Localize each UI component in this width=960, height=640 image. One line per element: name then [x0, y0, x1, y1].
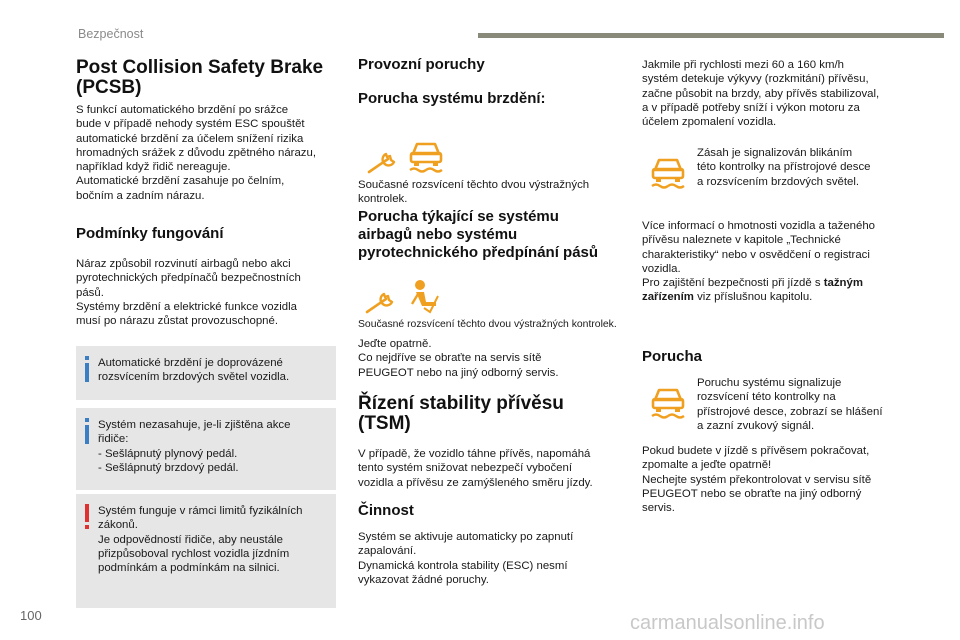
faults-title: Provozní poruchy [358, 56, 485, 73]
airbag-fault-text: Současné rozsvícení těchto dvou výstražných kontrolek. [358, 319, 617, 330]
conditions-text: Náraz způsobil rozvinutí airbagů nebo akci pyrotechnických předpínačů bezpečnostních pásů. Systémy brzdění a elektrické funkce vozidla musí po nárazu zůstat provozuschopné. [76, 258, 301, 328]
airbag-warning-icon [408, 278, 442, 314]
page-number: 100 [20, 608, 42, 623]
esc-warning-icon [650, 382, 686, 420]
watermark: carmanualsonline.info [630, 612, 825, 634]
blink-text: Zásah je signalizován blikáním této kontrolky na přístrojové desce a rozsvícením brzdových světel. [697, 147, 871, 188]
info-box-brake-lights [76, 346, 336, 400]
conditions-title: Podmínky fungování [76, 225, 224, 243]
fault-action-text: Pokud budete v jízdě s přívěsem pokračovat, zpomalte a jeďte opatrně! Nechejte systém překontrolovat v servisu sítě PEUGEOT nebo se obraťte na jiný odborný servis. [642, 445, 872, 515]
operation-text: Systém se aktivuje automaticky po zapnutí zapalování. Dynamická kontrola stability (ESC) nesmí vykazovat žádné poruchy. [358, 531, 574, 586]
header-divider [478, 33, 944, 38]
fault-title: Porucha [642, 348, 703, 365]
service-wrench-icon [364, 282, 400, 318]
service-wrench-icon [366, 142, 402, 178]
pcsb-intro: S funkcí automatického brzdění po srážce bude v případě nehody systém ESC spouštět automatické brzdění za účelem snížení rizika hromadných srážek z důvodu zpětného nárazu, například když řidič nereaguje. Automatické brzdění zasahuje po čelním, bočním a zadním nárazu. [76, 104, 316, 202]
towing-device-text: tažným zařízením [642, 277, 863, 304]
brake-fault-text: Současné rozsvícení těchto dvou výstražných kontrolek. [358, 179, 590, 206]
info-text-1: Automatické brzdění je doprovázené rozsvícením brzdových světel vozidla. [98, 357, 290, 384]
section-header: Bezpečnost [78, 27, 144, 41]
more-info-pre: Více informací o hmotnosti vozidla a taženého přívěsu naleznete v kapitole „Technické charakteristiky“ nebo v osvědčení o registraci vozidla. Pro zajištění bezpečnosti při jízdě s [642, 220, 876, 290]
warning-text: Systém funguje v rámci limitů fyzikálních zákonů. Je odpovědností řidiče, aby neustále přizpůsoboval rychlost vozidla jízdním podmínkám a podmínkám na silnici. [98, 505, 303, 575]
airbag-fault-title: Porucha týkající se systému airbagů nebo systému pyrotechnického předpínání pásů [358, 208, 599, 261]
esc-warning-icon [650, 152, 686, 190]
tsm-intro-text: Jakmile při rychlosti mezi 60 a 160 km/h systém detekuje výkyvy (rozkmitání) přívěsu, začne působit na brzdy, aby přívěs stabilizoval, a v případě potřeby sníží i výkon motoru za účelem zpomalení vozidla. [642, 59, 880, 129]
brake-fault-title: Porucha systému brzdění: [358, 90, 546, 107]
warning-icon [84, 504, 90, 530]
fault-text: Poruchu systému signalizuje rozsvícení této kontrolky na přístrojové desce, zobrazí se hlášení a zazní zvukový signál. [697, 377, 883, 432]
tsm-title: Řízení stability přívěsu (TSM) [358, 393, 564, 434]
column-faults [358, 56, 626, 108]
esc-warning-icon [408, 136, 444, 174]
info-text-2: Systém nezasahuje, je-li zjištěna akce řidiče: - Sešlápnutý plynový pedál. - Sešlápnutý brzdový pedál. [98, 419, 291, 474]
more-info-post: viz příslušnou kapitolu. [693, 291, 813, 304]
operation-title: Činnost [358, 502, 414, 519]
info-icon [84, 356, 90, 382]
info-box-driver-action [76, 408, 336, 490]
more-info-text [642, 219, 922, 305]
warning-box [76, 494, 336, 608]
action-text: Jeďte opatrně. Co nejdříve se obraťte na servis sítě PEUGEOT nebo na jiný odborný servis. [358, 338, 559, 379]
pcsb-title: Post Collision Safety Brake (PCSB) [76, 57, 324, 98]
info-icon [84, 418, 90, 444]
tsm-text: V případě, že vozidlo táhne přívěs, napomáhá tento systém snižovat nebezpečí vybočení vozidla a přívěsu ze zamýšleného směru jízdy. [358, 448, 593, 489]
column-pcsb [76, 56, 338, 329]
